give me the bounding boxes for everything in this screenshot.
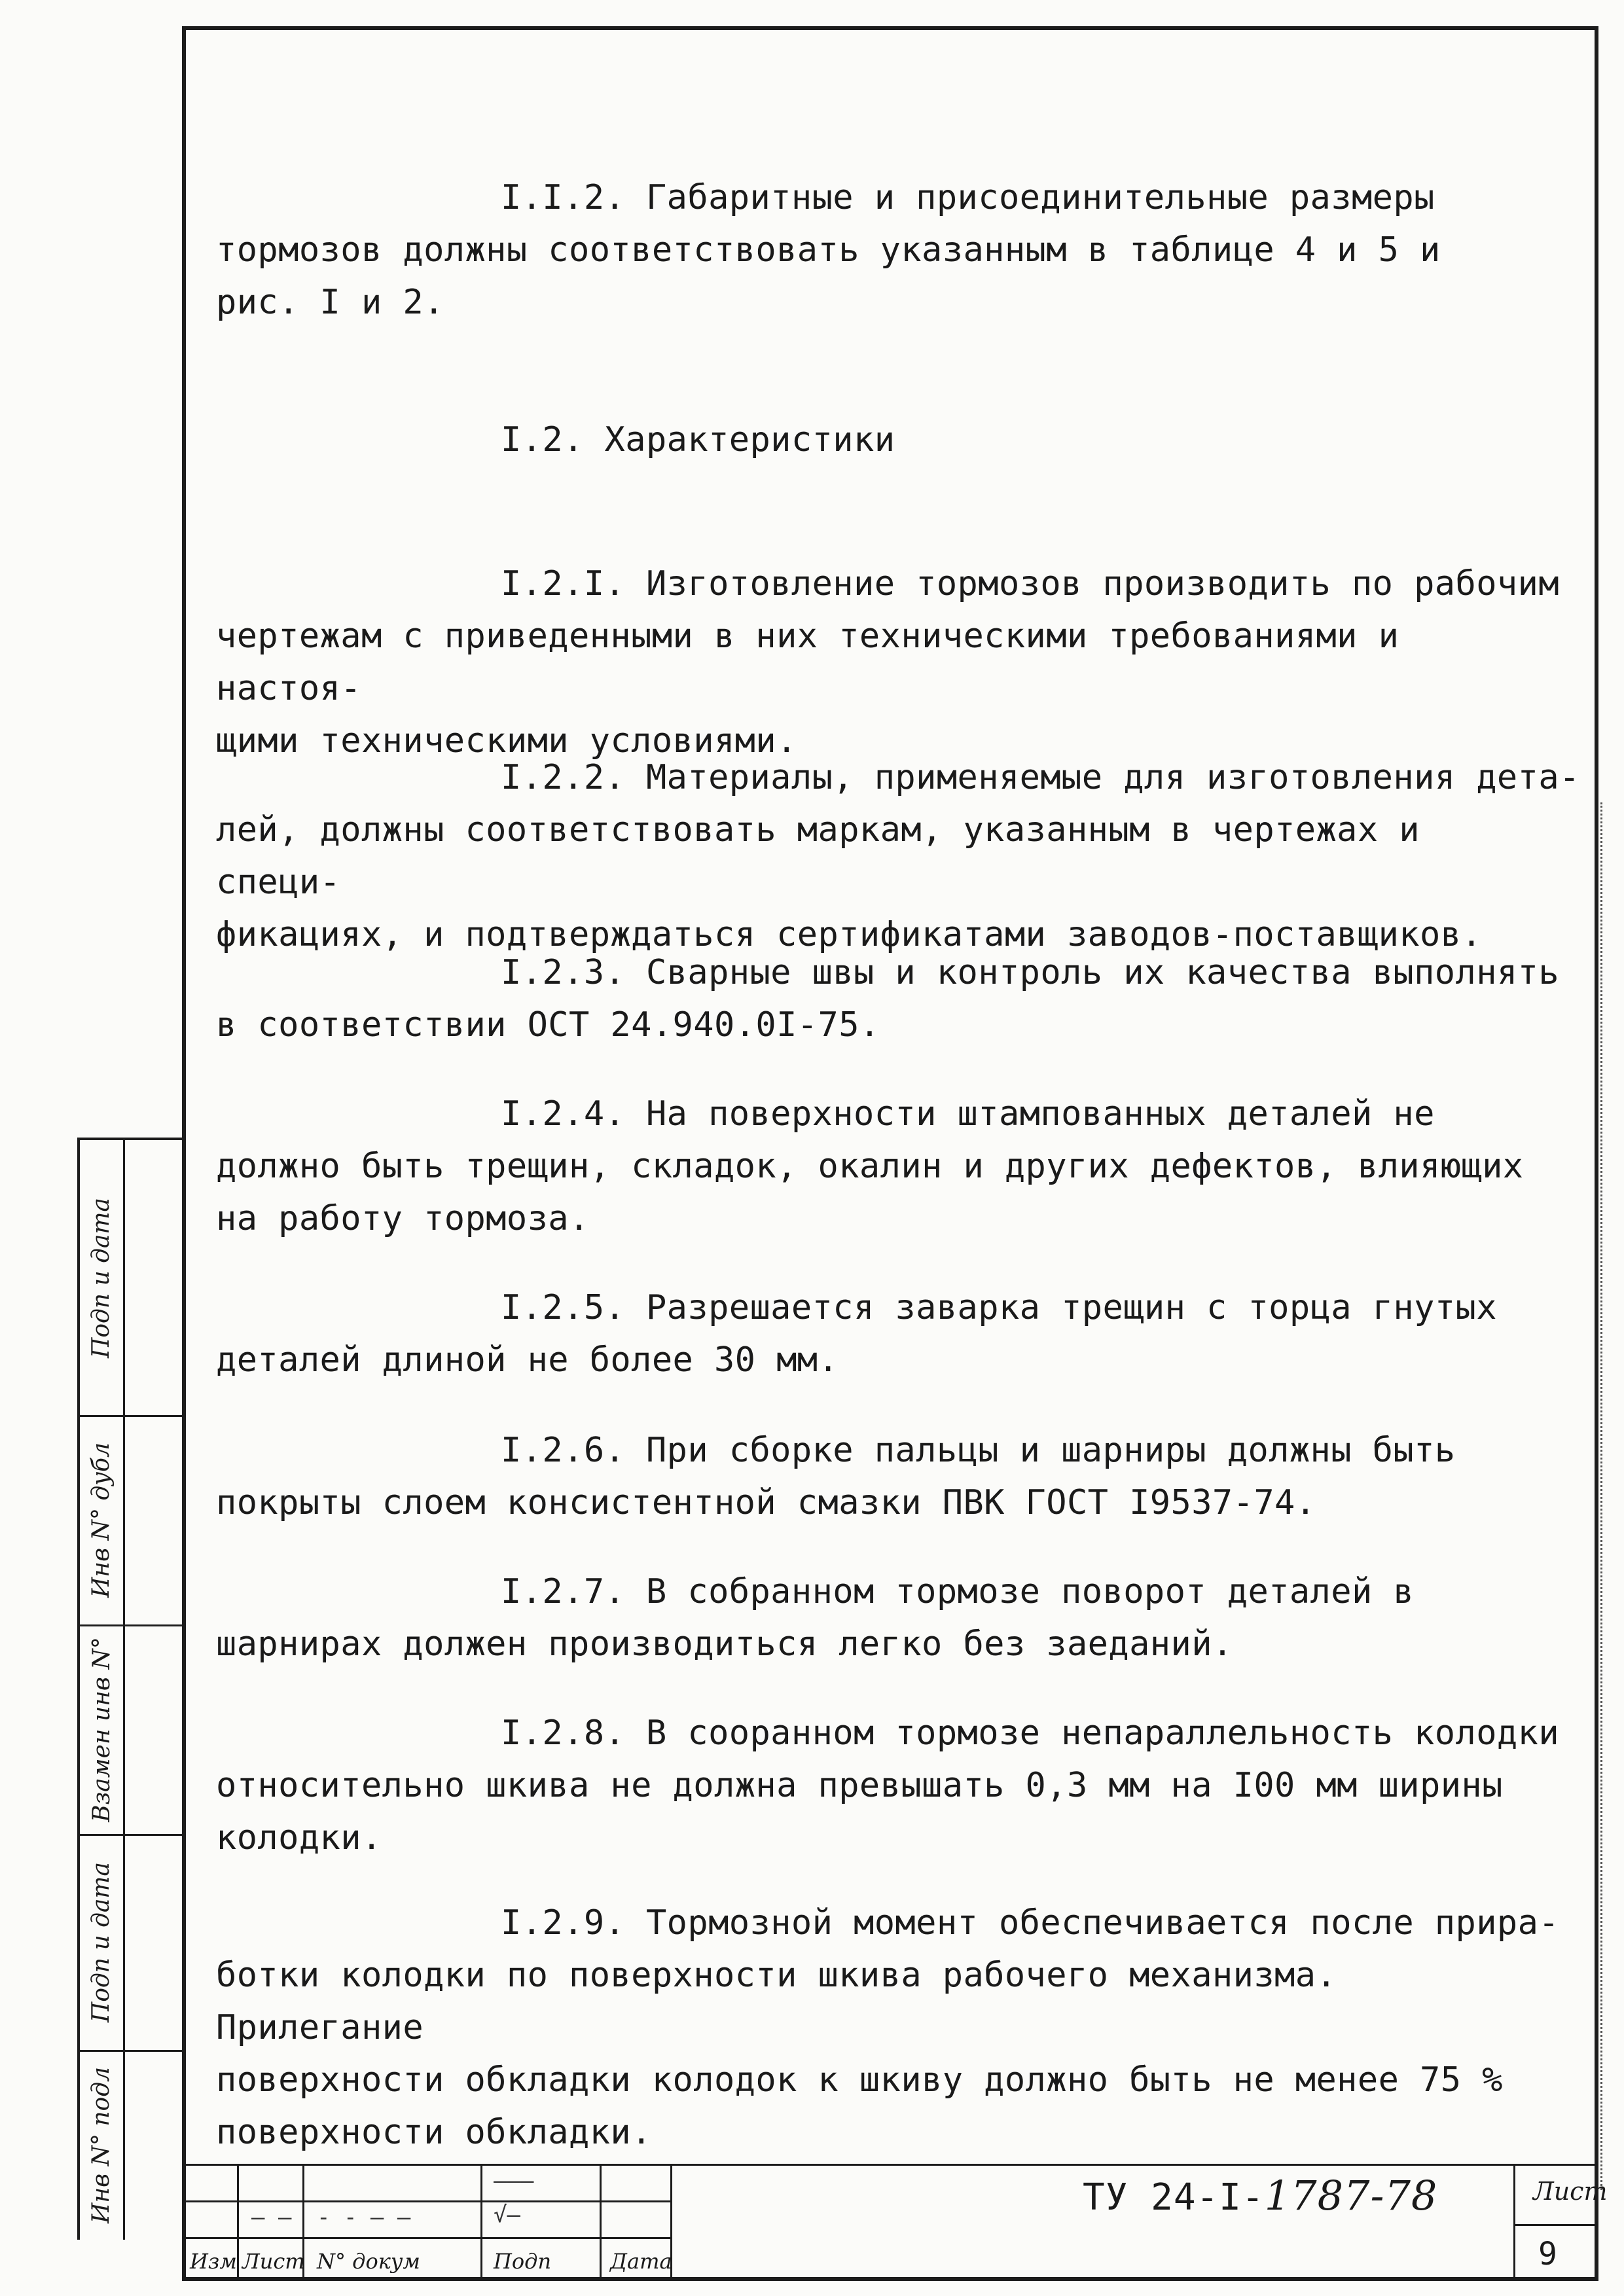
paragraph-1-2-3-lead: I.2.3. Сварные швы и контроль их качества выполнять: [501, 953, 1560, 992]
paragraph-1-1-2-body: тормозов должны соответствовать указанным в таблице 4 и 5 и рис. I и 2.: [216, 230, 1441, 322]
title-block: — — - - — — √— ——— Изм Лист N° докум Подп Дата ТУ 24-I-1787-78 Лист 9: [186, 2164, 1595, 2278]
paragraph-1-2-6-body: покрыты слоем консистентной смазки ПВК ГОСТ I9537-74.: [216, 1483, 1316, 1522]
sheet-label: Лист: [1533, 2177, 1608, 2206]
paragraph-1-2-7-body: шарнирах должен производиться легко без заеданий.: [216, 1624, 1233, 1664]
paragraph-1-1-2-lead: I.I.2. Габаритные и присоединительные размеры: [501, 178, 1435, 217]
paragraph-1-2-2-lead: I.2.2. Материалы, применяемые для изготовления дета-: [501, 758, 1580, 797]
paragraph-1-2-2-body: лей, должны соответствовать маркам, указанным в чертежах и специ- фикациях, и подтверждаться сертификатами заводов-поставщиков.: [216, 810, 1483, 954]
side-cell-dup-inv: Инв N° дубл: [80, 1415, 123, 1626]
paragraph-1-2-3-body: в соответствии ОСТ 24.940.0I-75.: [216, 1005, 880, 1045]
stamp-label-signature: Подп: [494, 2249, 552, 2274]
paragraph-1-2-1-lead: I.2.I. Изготовление тормозов производить по рабочим: [501, 564, 1560, 603]
paragraph-1-2-1-body: чертежам с приведенными в них техническими требованиями и настоя- щими техническими условиями.: [216, 617, 1399, 761]
paragraph-1-2-4-body: должно быть трещин, складок, окалин и других дефектов, влияющих на работу тормоза.: [216, 1147, 1524, 1238]
paragraph-1-2-9-body: ботки колодки по поверхности шкива рабочего механизма. Прилегание поверхности обкладки колодок к шкиву должно быть не менее 75 % поверхности обкладки.: [216, 1956, 1503, 2152]
side-cell-sign-date-lower: Подп и дата: [80, 1834, 123, 2052]
paragraph-1-2-4-lead: I.2.4. На поверхности штампованных деталей не: [501, 1094, 1435, 1134]
stamp-label-change: Изм: [190, 2249, 237, 2274]
stamp-label-sheet: Лист: [242, 2249, 305, 2274]
paragraph-1-2-8-body: относительно шкива не должна превышать 0,3 мм на I00 мм ширины колодки.: [216, 1766, 1503, 1857]
paragraph-1-2-9-lead: I.2.9. Тормозной момент обеспечивается после прира-: [501, 1903, 1560, 1943]
sheet-number: 9: [1538, 2236, 1557, 2272]
section-title: I.2. Характеристики: [501, 420, 895, 459]
handwritten-number: 1787-78: [1264, 2172, 1438, 2219]
side-column: [77, 1138, 185, 2240]
side-cell-sign-date-upper: Подп и дата: [80, 1140, 123, 1417]
document-code: ТУ 24-I-1787-78: [1083, 2172, 1438, 2219]
stamp-label-date: Дата: [610, 2249, 672, 2274]
paragraph-1-2-6-lead: I.2.6. При сборке пальцы и шарниры должны быть: [501, 1431, 1456, 1470]
paragraph-1-2-7-lead: I.2.7. В собранном тормозе поворот деталей в: [501, 1572, 1415, 1611]
side-cell-replaced-inv: Взамен инв N°: [80, 1624, 123, 1836]
side-label-column: [80, 1140, 125, 2240]
side-cell-original-inv: Инв N° подл: [88, 2066, 115, 2223]
paragraph-1-2-5-lead: I.2.5. Разрешается заварка трещин с торца гнутых: [501, 1288, 1497, 1327]
paragraph-1-2-8-lead: I.2.8. В сооранном тормозе непараллельность колодки: [501, 1713, 1560, 1753]
stamp-label-doc-no: N° докум: [317, 2249, 420, 2274]
paragraph-1-2-5-body: деталей длиной не более 30 мм.: [216, 1340, 839, 1380]
